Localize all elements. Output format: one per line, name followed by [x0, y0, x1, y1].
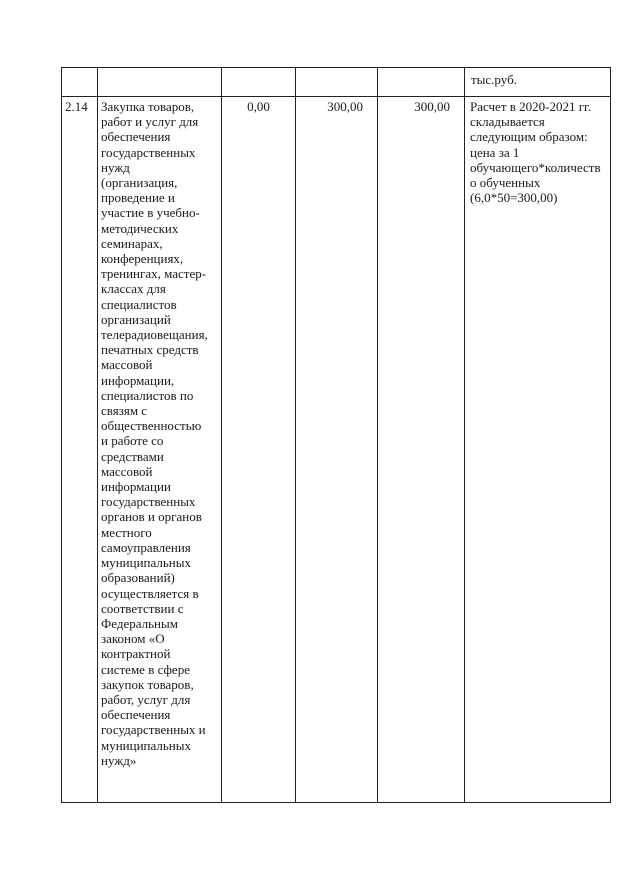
description-line: работ, услуг для: [101, 691, 191, 707]
description-line: муниципальных: [101, 555, 192, 571]
description-line: обеспечения: [101, 129, 171, 145]
description-line: связям с: [101, 403, 148, 419]
description-line: органов и органов: [101, 509, 202, 525]
description-line: нужд: [101, 159, 130, 175]
description-line: Федеральным: [101, 615, 178, 631]
unit-label: тыс.руб.: [471, 72, 517, 87]
row-note: [465, 97, 611, 803]
description-line: работ и услуг для: [101, 114, 199, 130]
description-line: государственных и: [101, 722, 206, 738]
cell-empty-4: [296, 68, 378, 97]
description-line: и работе со: [101, 433, 164, 449]
description-line: общественностью: [101, 418, 202, 434]
description-line: проведение и: [101, 190, 175, 206]
description-line: специалистов по: [101, 387, 194, 403]
description-line: системе в сфере: [101, 661, 190, 677]
cell-empty-2: [98, 68, 222, 97]
description-lines: [101, 99, 219, 768]
description-line: муниципальных: [101, 737, 192, 753]
description-line: закупок товаров,: [101, 676, 194, 692]
note-line: (6,0*50=300,00): [470, 190, 558, 206]
row-value-3-cell: [378, 97, 465, 803]
description-line: местного: [101, 524, 152, 540]
description-line: соответствии с: [101, 600, 184, 616]
table-row-header-tail: [62, 68, 611, 97]
description-line: организаций: [101, 311, 171, 327]
description-line: государственных: [101, 494, 196, 510]
row-value-2-cell: [296, 97, 378, 803]
description-line: самоуправления: [101, 539, 191, 555]
description-line: средствами: [101, 448, 164, 464]
cell-empty-5: [378, 68, 465, 97]
description-line: законом «О: [101, 631, 165, 647]
description-line: контрактной: [101, 646, 171, 662]
row-value-3: 300,00: [414, 99, 450, 114]
description-line: печатных средств: [101, 342, 199, 358]
description-line: информации,: [101, 372, 175, 388]
row-value-1: 0,00: [247, 99, 270, 114]
note-lines: [470, 99, 606, 205]
note-line: о обученных: [470, 175, 541, 191]
row-description: [98, 97, 222, 803]
description-line: осуществляется в: [101, 585, 199, 601]
row-value-1-cell: [222, 97, 296, 803]
description-line: Закупка товаров,: [101, 99, 195, 114]
description-line: обеспечения: [101, 707, 171, 723]
note-line: следующим образом:: [470, 129, 588, 145]
description-line: семинарах,: [101, 235, 163, 251]
note-line: складывается: [470, 114, 545, 130]
description-line: классах для: [101, 281, 166, 297]
note-line: цена за 1: [470, 144, 520, 160]
description-line: нужд»: [101, 752, 137, 768]
description-line: телерадиовещания,: [101, 327, 208, 343]
cell-unit: [465, 68, 611, 97]
description-line: тренингах, мастер-: [101, 266, 207, 282]
cell-empty-3: [222, 68, 296, 97]
table-row: [62, 97, 611, 803]
description-line: (организация,: [101, 175, 178, 191]
cell-empty-1: [62, 68, 98, 97]
description-line: специалистов: [101, 296, 177, 312]
description-line: участие в учебно-: [101, 205, 200, 221]
description-line: методических: [101, 220, 179, 236]
description-line: образований): [101, 570, 175, 586]
description-line: массовой: [101, 357, 153, 373]
description-line: информации: [101, 479, 171, 495]
note-line: Расчет в 2020-2021 гг.: [470, 99, 592, 114]
note-line: обучающего*количеств: [470, 159, 601, 175]
description-line: конференциях,: [101, 251, 184, 267]
description-line: государственных: [101, 144, 196, 160]
row-code: 2.14: [62, 97, 98, 803]
description-line: массовой: [101, 463, 153, 479]
budget-table: [61, 67, 611, 803]
row-value-2: 300,00: [327, 99, 363, 114]
